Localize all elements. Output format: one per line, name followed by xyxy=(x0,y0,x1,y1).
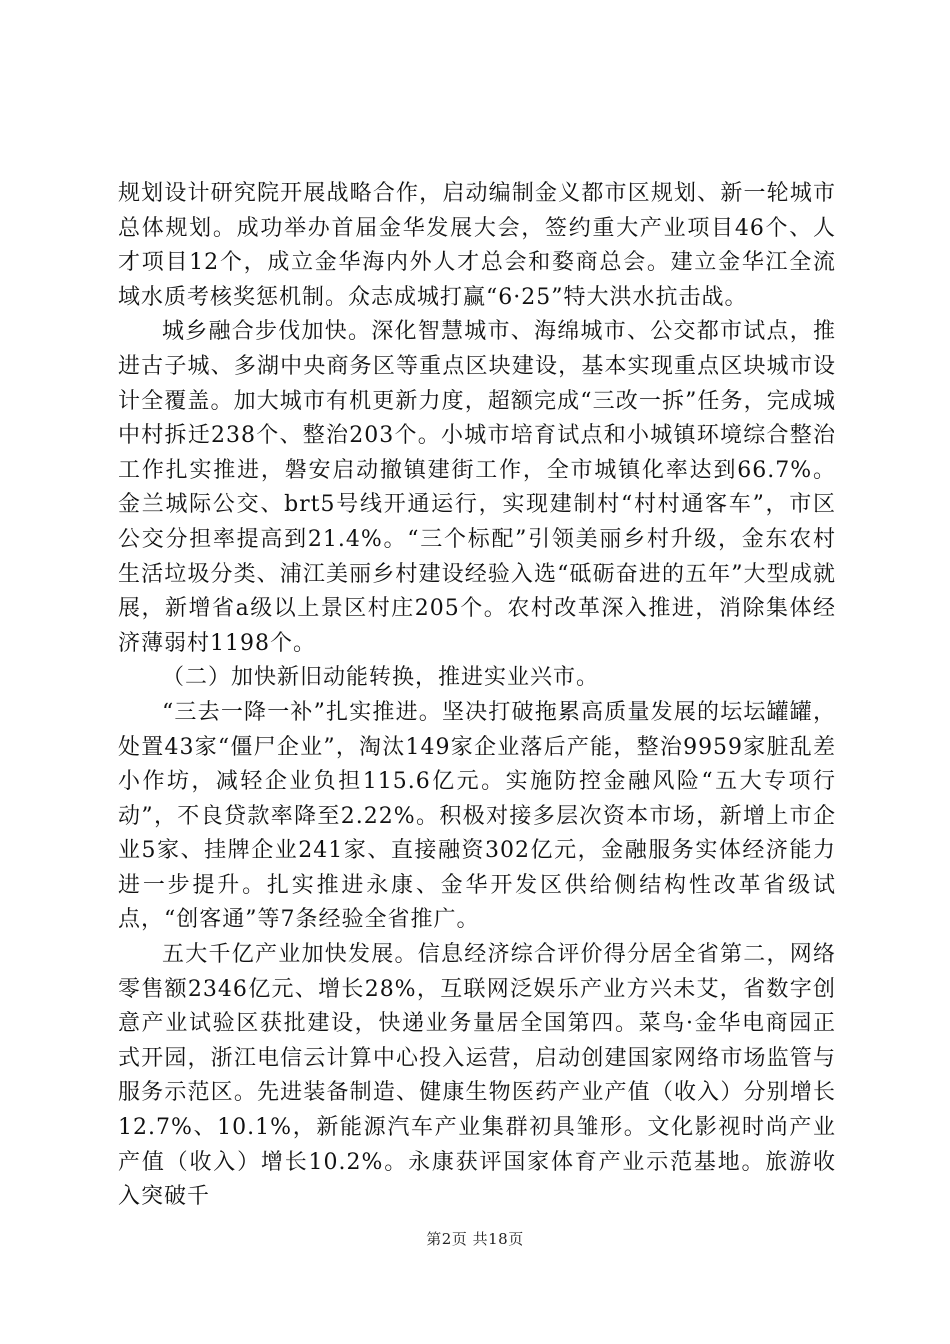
section-heading: （二）加快新旧动能转换，推进实业兴市。 xyxy=(162,665,600,691)
paragraph-2: 城乡融合步伐加快。深化智慧城市、海绵城市、公交都市试点，推进古子城、多湖中央商务区等重点区块建设，基本实现重点区块城市设计全覆盖。加大城市有机更新力度，超额完成“三改一拆”任务，完成城中村拆迁238个、整治203个。小城市培育试点和小城镇环境综合整治工作扎实推进，磐安启动撤镇建街工作，全市城镇化率达到66.7%。金兰城际公交、brt5号线开通运行，实现建制村“村村通客车”，市区公交分担率提高到21.4%。“三个标配”引领美丽乡村升级，金东农村生活垃圾分类、浦江美丽乡村建设经验入选“砥砺奋进的五年”大型成就展，新增省a级以上景区村庄205个。农村改革深入推进，消除集体经济薄弱村1198个。 xyxy=(118,319,836,656)
paragraph-4: 五大千亿产业加快发展。信息经济综合评价得分居全省第二，网络零售额2346亿元、增长28%，互联网泛娱乐产业方兴未艾，省数字创意产业试验区获批建设，快递业务量居全国第四。菜鸟·金华电商园正式开园，浙江电信云计算中心投入运营，启动创建国家网络市场监管与服务示范区。先进装备制造、健康生物医药产业产值（收入）分别增长12.7%、10.1%，新能源汽车产业集群初具雏形。文化影视时尚产业产值（收入）增长10.2%。永康获评国家体育产业示范基地。旅游收入突破千 xyxy=(118,942,836,1210)
page-footer: 第2页 共18页 xyxy=(426,1230,524,1248)
paragraph-1: 规划设计研究院开展战略合作，启动编制金义都市区规划、新一轮城市总体规划。成功举办首届金华发展大会，签约重大产业项目46个、人才项目12个，成立金华海内外人才总会和婺商总会。建立金华江全流域水质考核奖惩机制。众志成城打赢“6·25”特大洪水抗击战。 xyxy=(118,181,836,310)
paragraph-3: “三去一降一补”扎实推进。坚决打破拖累高质量发展的坛坛罐罐，处置43家“僵尸企业”，淘汰149家企业落后产能，整治9959家脏乱差小作坊，减轻企业负担115.6亿元。实施防控金融风险“五大专项行动”，不良贷款率降至2.22%。积极对接多层次资本市场，新增上市企业5家、挂牌企业241家、直接融资302亿元，金融服务实体经济能力进一步提升。扎实推进永康、金华开发区供给侧结构性改革省级试点，“创客通”等7条经验全省推广。 xyxy=(118,699,836,933)
document-body xyxy=(118,177,836,1215)
